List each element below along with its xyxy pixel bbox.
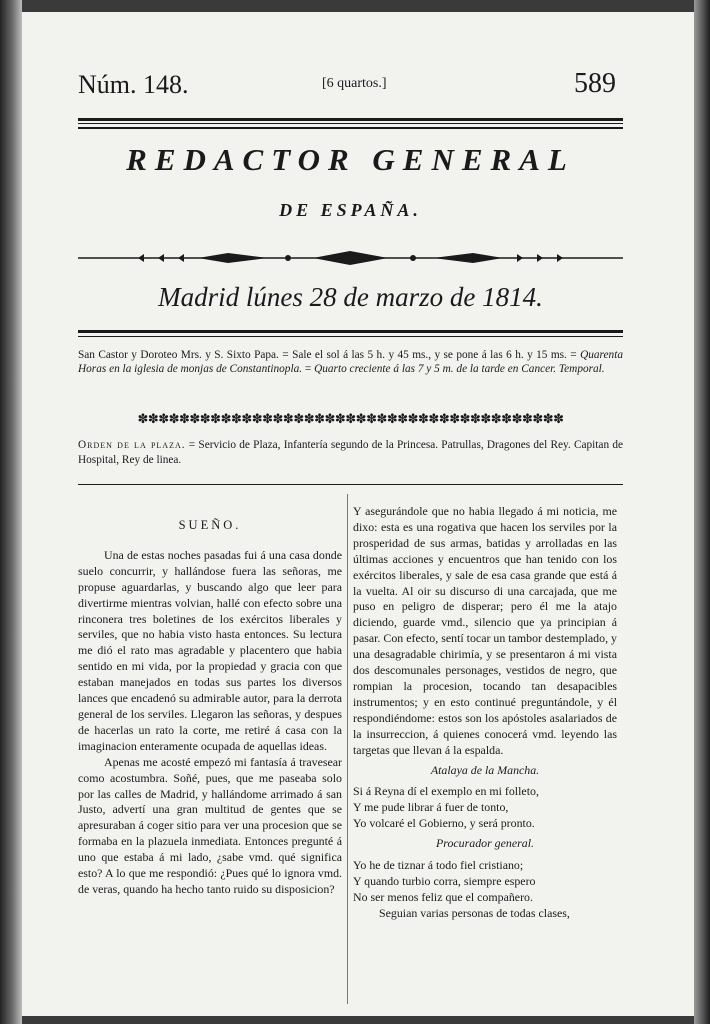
ornamental-rule-icon	[78, 249, 623, 267]
dateline: Madrid lúnes 28 de marzo de 1814.	[158, 282, 543, 312]
column-top-rule	[78, 484, 623, 485]
daily-notice: San Castor y Doroteo Mrs. y S. Sixto Papa. = Sale el sol á las 5 h. y 45 ms., y se pone á las 6 h. y 15 ms. = Quarenta Horas en la iglesia de monjas de Constantinopla. = Quarto creciente á las 7 y 5 m. de la tarde en Cancer. Temporal.	[78, 349, 623, 375]
newspaper-title: REDACTOR GENERAL	[126, 142, 575, 177]
issue-number: Núm. 148.	[78, 70, 189, 99]
verse-speaker: Procurador general.	[436, 836, 534, 851]
dateline-rule-thin	[78, 336, 623, 337]
notice-sun: Sale el sol á las 5 h. y 45 ms., y se pone á las 6 h. y 15 ms.	[292, 349, 567, 361]
book-binding	[0, 0, 22, 1024]
verse-line: Yo volcaré el Gobierno, y será pronto.	[353, 816, 535, 831]
newspaper-page	[22, 12, 694, 1016]
masthead-rule-bottom	[78, 127, 623, 129]
orders-label: Orden de la plaza.	[78, 439, 186, 451]
notice-forty-hours: Quarenta Horas en la iglesia de monjas de Constantinopla.	[78, 349, 623, 375]
masthead-rule-thin	[78, 123, 623, 124]
article-paragraph: Apenas me acosté empezó mi fantasía á travesear como acostumbra. Soñé, pues, que me paseaba solo por las calles de Madrid, y hallándome arrimado á san Justo, advertí una gran multitud de gentes que se apresuraban á coger sitio para ver una procesion que se formaba en la plazuela inmediata. Entonces pregunté á uno que estaba á mi lado, ¿sabe vmd. qué significa esto? A lo que me respondió: ¿Pues qué lo ignora vmd. de veras, quando ha hecho tanto ruido su disposicion?	[78, 754, 342, 896]
newspaper-subtitle: DE ESPAÑA.	[279, 200, 422, 220]
article-right-column	[353, 504, 617, 922]
star-divider-icon: ✽✽✽✽✽✽✽✽✽✽✽✽✽✽✽✽✽✽✽✽✽✽✽✽✽✽✽✽✽✽✽✽✽✽✽✽✽✽✽✽✽	[137, 412, 564, 427]
notice-moon: Quarto creciente á las 7 y 5 m. de la tarde en Cancer. Temporal.	[314, 363, 605, 375]
verse-line: Y quando turbio corra, siempre espero	[353, 873, 536, 888]
notice-saints: San Castor y Doroteo Mrs. y S. Sixto Papa.	[78, 349, 279, 361]
article-title: SUEÑO.	[178, 518, 242, 532]
article-paragraph: Y asegurándole que no habia llegado á mi noticia, me dixo: esta es una rogativa que hacen los serviles por la prosperidad de sus armas, batidas y arrolladas en las últimas acciones y encuentros que han tenido con los exércitos liberales, y sale de esa casa grande que está á la vuelta. Al oir su discurso di una carcajada, que me puso en peligro de disperar; pero él me la atajo diciendo, guarde vmd., silencio que ya principian á pasar. Con efecto, sentí tocar un tambor destemplado, y una desagradable chirimía, y se presentaron á mi vista dos descomunales personages, vestidos de negro, que rompian la procesion, tocando tan desapacibles instrumentos; y en esto continué preguntándole, y él respondiéndome: estos son los apóstoles asalariados de la insurreccion, á quienes conocerá vmd. leyendo las targetas que llevan á la espalda.	[353, 504, 617, 757]
verse-line: No ser menos feliz que el compañero.	[353, 889, 533, 904]
page-edge	[694, 0, 710, 1024]
page-number: 589	[574, 68, 616, 99]
plaza-orders: Orden de la plaza. = Servicio de Plaza, Infantería segundo de la Princesa. Patrullas, Dragones del Rey. Capitan de Hospital, Rey de linea.	[78, 439, 623, 466]
column-divider	[347, 494, 348, 1004]
issue-price: [6 quartos.]	[322, 76, 387, 91]
article-paragraph: Una de estas noches pasadas fui á una casa donde suelo concurrir, y hallándose fuera las señoras, me propuse aguardarlas, y buscando algo que leer para divertirme mientras volvian, hallé con efecto sobre una rinconera tres boletines de los exércitos liberales y serviles, que no habia visto hasta entonces. Su lectura me dió el rato mas agradable y placentero que habia sentido en mi vida, por la propiedad y gracia con que estaban manejados en todas sus partes los diversos lances que encadenó su admirable autor, para la derrota general de los serviles. Llegaron las señoras, y despues de hacerlas un rato la corte, me retiré á casa con la imaginacion enteramente ocupada de aquellas ideas.	[78, 547, 342, 753]
article-paragraph: Seguian varias personas de todas clases,	[379, 905, 570, 920]
masthead-rule-thick	[78, 118, 623, 121]
article-left-column	[78, 512, 342, 898]
orders-text: Servicio de Plaza, Infantería segundo de la Princesa. Patrullas, Dragones del Rey. Capitan de Hospital, Rey de linea.	[78, 439, 623, 466]
verse-line: Y me pude librar á fuer de tonto,	[353, 800, 509, 815]
verse-line: Si á Reyna dí el exemplo en mi folleto,	[353, 784, 539, 799]
dateline-rule-thick	[78, 330, 623, 333]
verse-line: Yo he de tiznar á todo fiel cristiano;	[353, 858, 524, 873]
verse-speaker: Atalaya de la Mancha.	[430, 762, 540, 777]
